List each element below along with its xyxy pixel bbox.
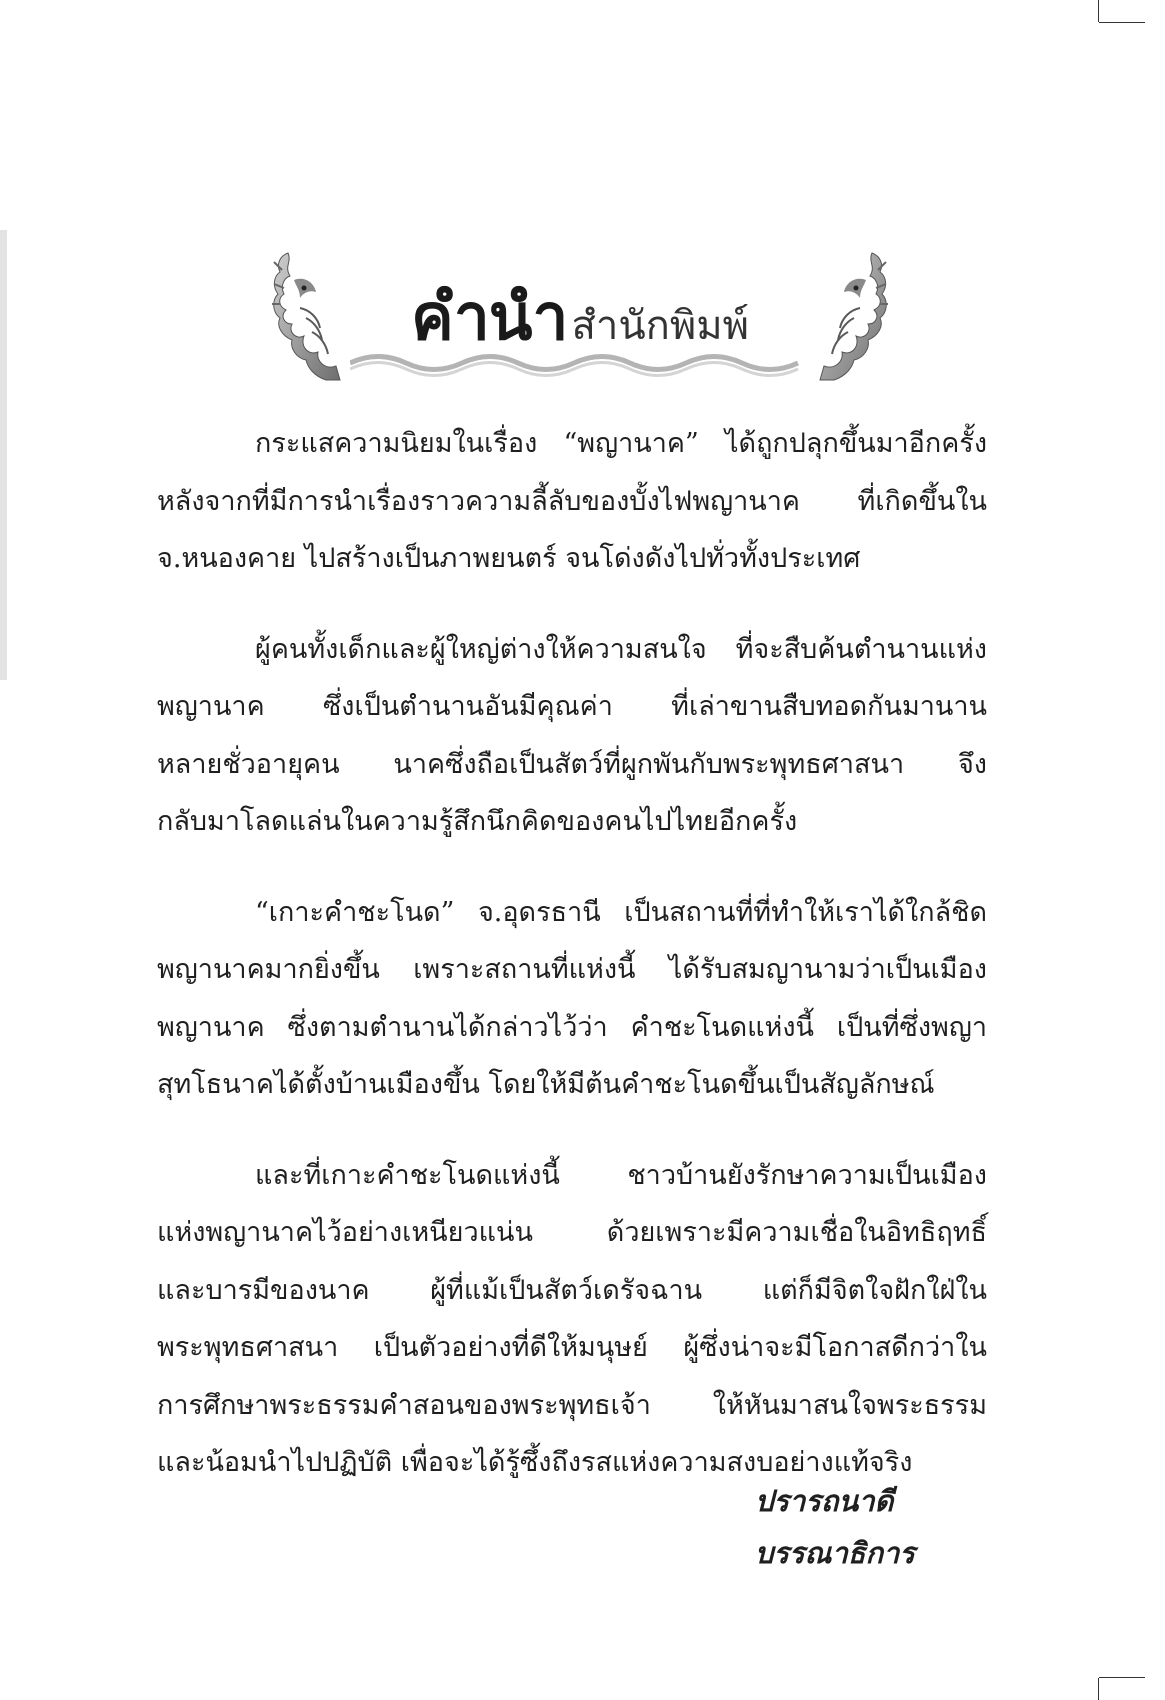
text-line: กระแสความนิยมในเรื่อง “พญานาค” ได้ถูกปลุกขึ้นมาอีกครั้ง (255, 428, 987, 459)
paragraph-2 (157, 621, 987, 851)
naga-serpent-icon (270, 248, 350, 383)
text-line: พญานาคมากยิ่งขึ้น เพราะสถานที่แห่งนี้ ได้รับสมญานามว่าเป็นเมือง (157, 954, 987, 985)
text-line: และที่เกาะคำชะโนดแห่งนี้ ชาวบ้านยังรักษาความเป็นเมือง (255, 1159, 987, 1191)
text-line: “เกาะคำชะโนด” จ.อุดรธานี เป็นสถานที่ที่ทำให้เราได้ใกล้ชิด (255, 896, 987, 928)
text-line: แห่งพญานาคไว้อย่างเหนียวแน่น ด้วยเพราะมีความเชื่อในอิทธิฤทธิ์ (157, 1217, 987, 1248)
text-line: กลับมาโลดแล่นในความรู้สึกนึกคิดของคนไปไทยอีกครั้ง (157, 806, 798, 837)
signature-block (755, 1475, 915, 1579)
text-line: สุทโธนาคได้ตั้งบ้านเมืองขึ้น โดยให้มีต้นคำชะโนดขึ้นเป็นสัญลักษณ์ (157, 1069, 935, 1100)
naga-serpent-icon (810, 248, 890, 383)
text-line: และน้อมนำไปปฏิบัติ เพื่อจะได้รู้ซึ้งถึงรสแห่งความสงบอย่างแท้จริง (157, 1447, 913, 1478)
text-line: และบารมีของนาค ผู้ที่แม้เป็นสัตว์เดรัจฉาน แต่ก็มีจิตใจฝักใฝ่ใน (157, 1274, 987, 1306)
preface-header (270, 248, 890, 388)
text-line: การศึกษาพระธรรมคำสอนของพระพุทธเจ้า ให้หันมาสนใจพระธรรม (157, 1389, 987, 1421)
signature-author: บรรณาธิการ (755, 1536, 915, 1570)
preface-body (157, 415, 987, 1525)
text-line: พญานาค ซึ่งตามตำนานได้กล่าวไว้ว่า คำชะโนดแห่งนี้ เป็นที่ซึ่งพญา (157, 1011, 987, 1043)
crop-mark-bottom (1098, 1678, 1099, 1700)
crop-mark-top-horizontal (1099, 22, 1145, 23)
wave-divider (350, 348, 810, 378)
text-line: จ.หนองคาย ไปสร้างเป็นภาพยนตร์ จนโด่งดังไปทั่วทั้งประเทศ (157, 543, 861, 574)
paragraph-1 (157, 415, 987, 588)
text-line: พญานาค ซึ่งเป็นตำนานอันมีคุณค่า ที่เล่าขานสืบทอดกันมานาน (157, 691, 987, 722)
title-main: คำนำ (411, 281, 568, 355)
text-line: หลายชั่วอายุคน นาคซึ่งถือเป็นสัตว์ที่ผูกพันกับพระพุทธศาสนา จึง (157, 748, 987, 780)
signature-closing: ปรารถนาดี (755, 1484, 894, 1518)
crop-mark-bottom-horizontal (1099, 1677, 1145, 1678)
text-line: ผู้คนทั้งเด็กและผู้ใหญ่ต่างให้ความสนใจ ที่จะสืบค้นตำนานแห่ง (255, 633, 987, 665)
title-sub: สำนักพิมพ์ (571, 303, 749, 349)
text-line: หลังจากที่มีการนำเรื่องราวความลี้ลับของบั้งไฟพญานาค ที่เกิดขึ้นใน (157, 485, 987, 517)
paragraph-4 (157, 1147, 987, 1492)
page-spine-shadow (0, 230, 7, 680)
text-line: พระพุทธศาสนา เป็นตัวอย่างที่ดีให้มนุษย์ ผู้ซึ่งน่าจะมีโอกาสดีกว่าใน (157, 1332, 987, 1363)
crop-mark-top (1098, 0, 1099, 22)
paragraph-3 (157, 884, 987, 1114)
